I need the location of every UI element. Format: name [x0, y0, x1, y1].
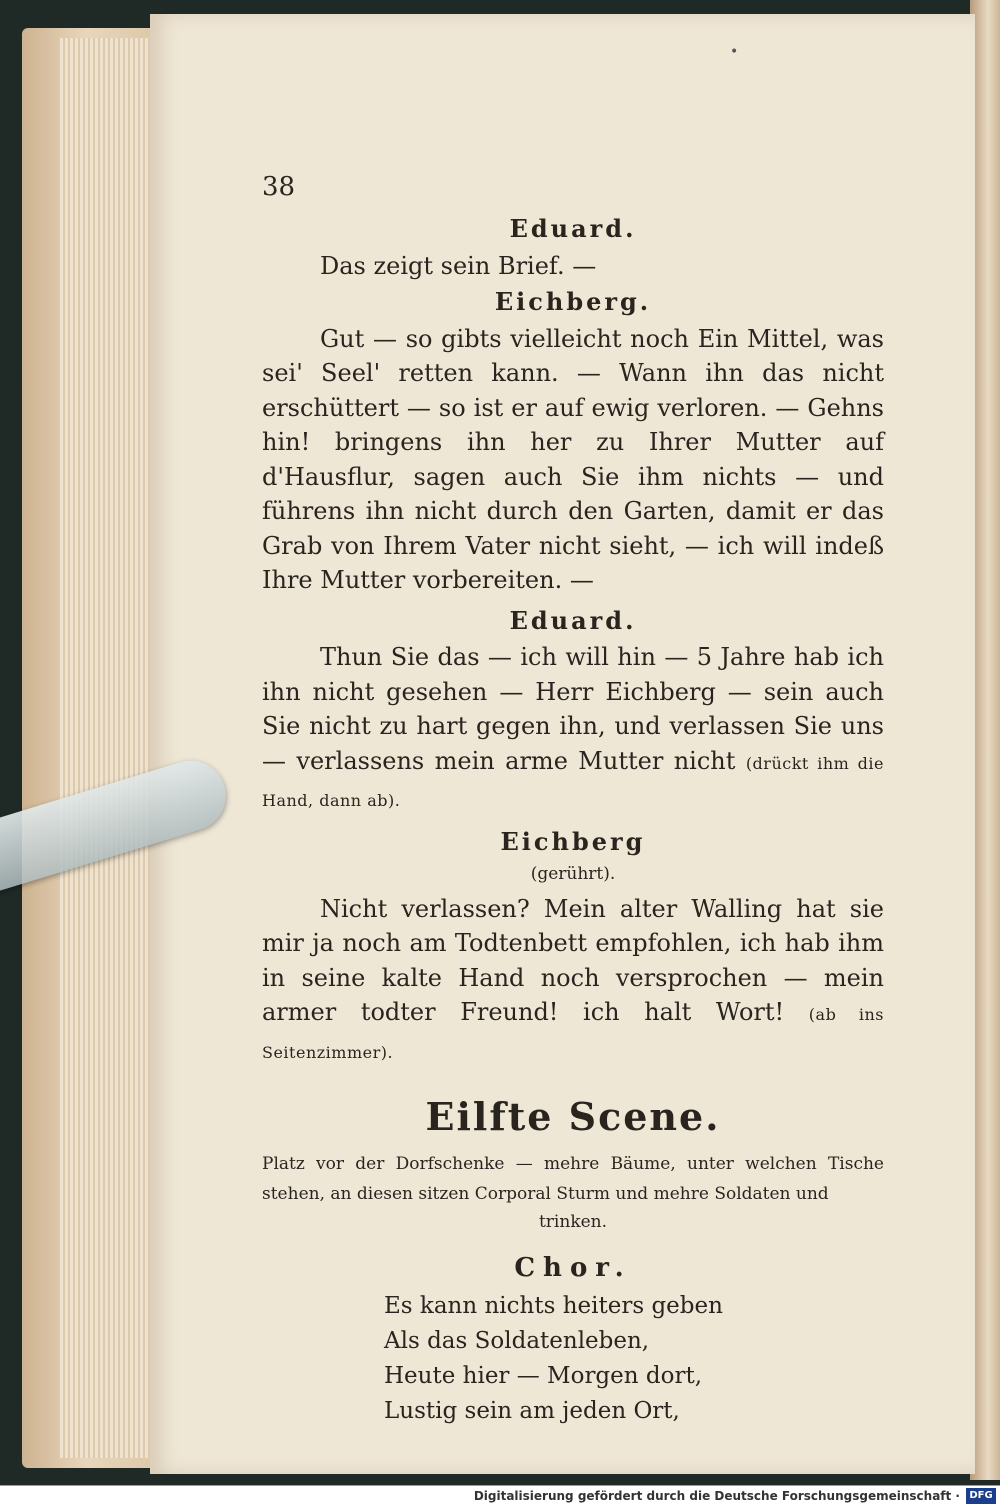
dialogue-paragraph [262, 892, 884, 1071]
verse-line: Heute hier — Morgen dort, [384, 1363, 703, 1389]
page-number: 38 [262, 172, 296, 202]
dfg-logo: DFG [966, 1488, 996, 1504]
speaker-name: Chor. [514, 1252, 632, 1283]
dialogue-text: Nicht verlassen? Mein alter Walling hat sie mir ja noch am Todtenbett empfohlen, ich hab ihm in seine kalte Hand noch versprochen — mein armer todter Freund! ich halt Wort! [262, 894, 884, 1026]
verse-line: Es kann nichts heiters geben [384, 1293, 723, 1319]
page-text [262, 210, 884, 1429]
footer-bar [0, 1485, 1000, 1508]
speaker-name: Eduard. [509, 605, 637, 635]
scene-title: Eilfte Scene. [425, 1094, 721, 1139]
verse-line: Als das Soldatenleben, [384, 1328, 650, 1354]
stage-direction: (gerührt). [530, 864, 616, 884]
speaker-name: Eduard. [509, 214, 637, 243]
stage-direction: (drückt ihm die Hand, dann ab). [262, 753, 884, 810]
scene-description: Platz vor der Dorfschenke — mehre Bäume, unter welchen Tische stehen, an diesen sitzen Corporal Sturm und mehre Soldaten und [262, 1153, 884, 1204]
page-mark: • [730, 44, 739, 60]
dialogue-line: Das zeigt sein Brief. — [320, 251, 597, 280]
stage-direction: (ab ins Seitenzimmer). [262, 1005, 884, 1062]
speaker-name: Eichberg [500, 826, 646, 856]
speaker-name: Eichberg. [494, 287, 652, 316]
dialogue-paragraph: Gut — so gibts vielleicht noch Ein Mittel, was sei' Seel' retten kann. — Wann ihn das nicht erschüttert — so ist er auf ewig verloren. — Gehns hin! bringens ihn her zu Ihrer Mutter auf d'Hausflur, sagen auch Sie ihm nichts — und führens ihn nicht durch den Garten, damit er das Grab von Ihrem Vater nicht sieht, — ich will indeß Ihre Mutter vorbereiten. — [262, 324, 884, 594]
verse-line: Lustig sein am jeden Ort, [384, 1398, 680, 1424]
dialogue-text: Thun Sie das — ich will hin — 5 Jahre hab ich ihn nicht gesehen — Herr Eichberg — sein auch Sie nicht zu hart gegen ihn, und verlassen Sie uns — verlassens mein arme Mutter nicht [262, 643, 884, 775]
scene-description-end: trinken. [538, 1211, 608, 1232]
dialogue-paragraph [262, 640, 884, 819]
footer-credit: Digitalisierung gefördert durch die Deutsche Forschungsgemeinschaft · [473, 1489, 960, 1503]
